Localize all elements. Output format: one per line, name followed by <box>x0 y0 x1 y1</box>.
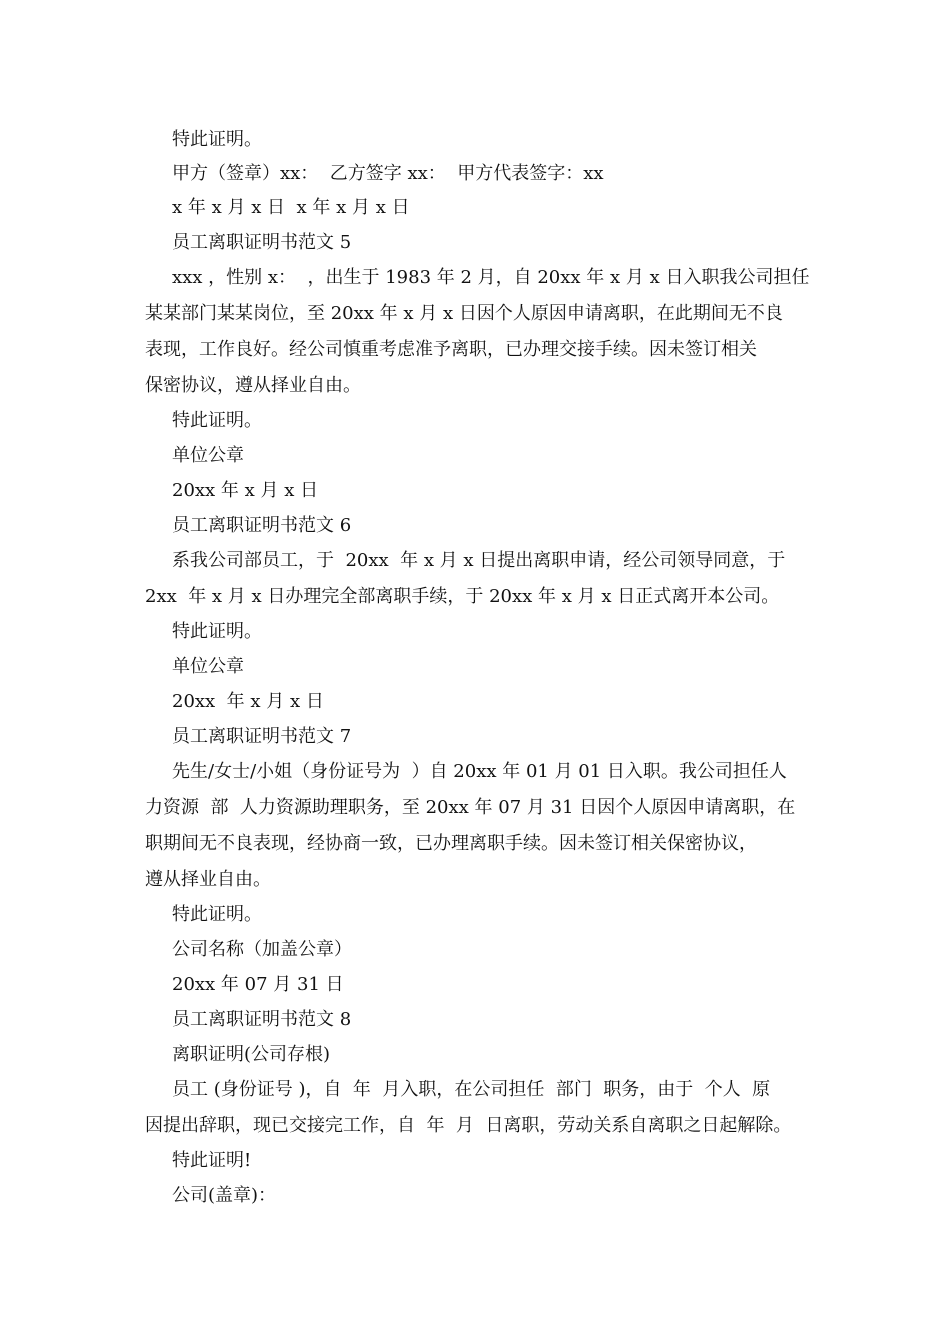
section-heading-8: 员工离职证明书范文 8 <box>172 1009 352 1030</box>
paragraph-line: 遵从择业自由。 <box>145 869 271 890</box>
section-heading-5: 员工离职证明书范文 5 <box>172 232 352 253</box>
paragraph-line: 某某部门某某岗位，至 20xx 年 x 月 x 日因个人原因申请离职，在此期间无不良 <box>145 303 783 324</box>
paragraph-line: 因提出辞职，现已交接完工作，自 年 月 日离职，劳动关系自离职之日起解除。 <box>145 1115 792 1136</box>
date-line: 20xx 年 x 月 x 日 <box>172 480 319 501</box>
closing-statement: 特此证明! <box>172 1150 252 1171</box>
company-seal-label: 公司(盖章)： <box>172 1185 277 1206</box>
paragraph-line: 系我公司部员工，于 20xx 年 x 月 x 日提出离职申请，经公司领导同意，于 <box>172 550 786 571</box>
unit-seal-label: 单位公章 <box>172 445 244 466</box>
paragraph-line: 职期间无不良表现，经协商一致，已办理离职手续。因未签订相关保密协议， <box>145 833 757 854</box>
certificate-subtitle: 离职证明(公司存根) <box>172 1044 331 1065</box>
closing-statement: 特此证明。 <box>172 621 262 642</box>
paragraph-line: 表现，工作良好。经公司慎重考虑准予离职，已办理交接手续。因未签订相关 <box>145 339 757 360</box>
paragraph-line: 员工 (身份证号 )，自 年 月入职，在公司担任 部门 职务，由于 个人 原 <box>172 1079 771 1100</box>
company-seal-label: 公司名称（加盖公章） <box>172 939 352 960</box>
signature-line: 甲方（签章）xx： 乙方签字 xx： 甲方代表签字：xx <box>172 163 604 184</box>
paragraph-line: 保密协议，遵从择业自由。 <box>145 375 361 396</box>
closing-statement: 特此证明。 <box>172 904 262 925</box>
paragraph-line: 力资源 部 人力资源助理职务，至 20xx 年 07 月 31 日因个人原因申请离职，在 <box>145 797 796 818</box>
date-line: x 年 x 月 x 日 x 年 x 月 x 日 <box>172 197 410 218</box>
unit-seal-label: 单位公章 <box>172 656 244 677</box>
date-line: 20xx 年 x 月 x 日 <box>172 691 324 712</box>
date-line: 20xx 年 07 月 31 日 <box>172 974 344 995</box>
section-heading-6: 员工离职证明书范文 6 <box>172 515 352 536</box>
closing-statement: 特此证明。 <box>172 410 262 431</box>
section-heading-7: 员工离职证明书范文 7 <box>172 726 352 747</box>
closing-statement: 特此证明。 <box>172 129 262 150</box>
paragraph-line: 2xx 年 x 月 x 日办理完全部离职手续，于 20xx 年 x 月 x 日正式离开本公司。 <box>145 586 780 607</box>
paragraph-line: 先生/女士/小姐（身份证号为 ）自 20xx 年 01 月 01 日入职。我公司担任人 <box>172 761 787 782</box>
paragraph-line: xxx ，性别 x： ，出生于 1983 年 2 月，自 20xx 年 x 月 x 日入职我公司担任 <box>172 267 810 288</box>
